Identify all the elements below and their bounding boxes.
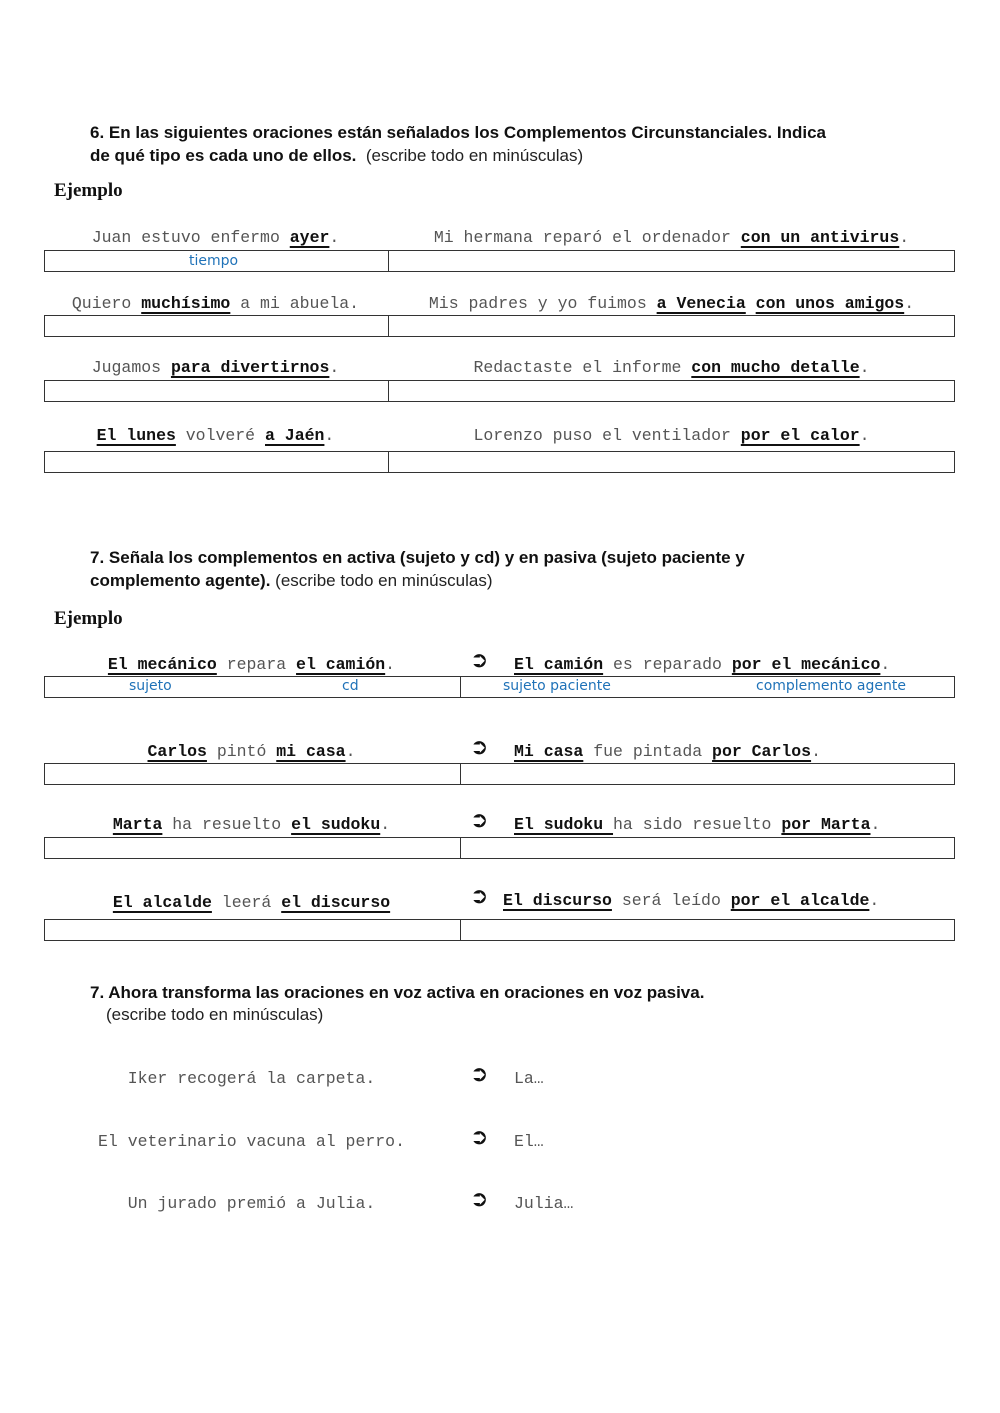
exercise-6-heading-line1: 6. En las siguientes oraciones están señalados los Complementos Circunstanciales. Indica xyxy=(90,123,826,142)
ex7-passive-sentence-3 xyxy=(514,815,880,834)
circumstantial-complement: a Jaén xyxy=(265,426,325,445)
ex6-sentence-4-right xyxy=(388,426,955,445)
ex6-answer-row-2 xyxy=(44,315,955,337)
exercise-6-heading-line2: de qué tipo es cada uno de ellos. xyxy=(90,146,357,165)
ex7b-active-sentence-1: Iker recogerá la carpeta. xyxy=(127,1069,376,1088)
exercise-6-note: (escribe todo en minúsculas) xyxy=(365,146,584,165)
answer-cell xyxy=(460,920,954,940)
sentence-text: Jugamos xyxy=(91,358,171,377)
sentence-text: volveré xyxy=(175,426,265,445)
exercise-7-example-label: Ejemplo xyxy=(54,608,123,629)
answer-input[interactable] xyxy=(45,838,460,858)
answer-input[interactable] xyxy=(389,452,954,472)
ex7b-active-sentence-2: El veterinario vacuna al perro. xyxy=(98,1132,405,1151)
sentence-text: Lorenzo puso el ventilador xyxy=(473,426,741,445)
highlighted-complement: por Carlos xyxy=(712,742,812,761)
answer-input[interactable] xyxy=(45,920,460,940)
sentence-text: . xyxy=(380,815,391,834)
exercise-7b-heading-line1: 7. Ahora transforma las oraciones en voz activa en oraciones en voz pasiva. xyxy=(90,983,705,1002)
circumstantial-complement: por el calor xyxy=(740,426,860,445)
ex6-sentence-3-right xyxy=(388,358,955,377)
circumstantial-complement: con unos amigos xyxy=(755,294,905,313)
answer-cell xyxy=(45,316,388,336)
highlighted-complement: Marta xyxy=(112,815,163,834)
arrow-icon: ➲ xyxy=(470,808,489,833)
sentence-text: . xyxy=(329,358,340,377)
sentence-text: . xyxy=(899,228,910,247)
highlighted-complement: el sudoku xyxy=(291,815,381,834)
circumstantial-complement: muchísimo xyxy=(141,294,231,313)
answer-cell xyxy=(45,381,388,401)
hint-subject: sujeto xyxy=(129,678,172,694)
answer-cell xyxy=(460,838,954,858)
ex6-answer-row-1 xyxy=(44,250,955,272)
answer-input[interactable] xyxy=(389,316,954,336)
exercise-7b-note-text: (escribe todo en minúsculas) xyxy=(106,1005,324,1024)
sentence-text: es reparado xyxy=(603,655,732,674)
ex7-active-sentence-3 xyxy=(44,815,459,834)
sentence-text: . xyxy=(811,742,821,761)
answer-cell xyxy=(45,452,388,472)
answer-cell xyxy=(45,764,460,784)
ex7b-active-sentence-3: Un jurado premió a Julia. xyxy=(127,1194,376,1213)
sentence-text: . xyxy=(859,358,870,377)
sentence-text: ha sido resuelto xyxy=(613,815,782,834)
circumstantial-complement: con un antivirus xyxy=(740,228,900,247)
arrow-icon: ➲ xyxy=(470,1125,489,1150)
circumstantial-complement: para divertirnos xyxy=(170,358,330,377)
arrow-icon: ➲ xyxy=(470,1062,489,1087)
highlighted-complement: El camión xyxy=(514,655,604,674)
answer-cell xyxy=(460,677,954,697)
answer-input[interactable] xyxy=(461,920,954,940)
highlighted-complement: Carlos xyxy=(147,742,207,761)
ex7-answer-row-2 xyxy=(44,763,955,785)
ex7-active-sentence-4 xyxy=(44,893,459,912)
sentence-text: Mi hermana reparó el ordenador xyxy=(433,228,741,247)
sentence-text: Redactaste el informe xyxy=(473,358,692,377)
sentence-text: . xyxy=(345,742,356,761)
highlighted-complement: por el mecánico xyxy=(731,655,881,674)
ex7-answer-row-1 xyxy=(44,676,955,698)
sentence-text: Juan estuvo enfermo xyxy=(91,228,290,247)
answer-input[interactable] xyxy=(461,838,954,858)
answer-input[interactable] xyxy=(45,251,388,271)
answer-cell xyxy=(388,452,954,472)
circumstantial-complement: El lunes xyxy=(96,426,176,445)
answer-cell xyxy=(388,381,954,401)
ex6-answer-row-4 xyxy=(44,451,955,473)
hint-agent-complement: complemento agente xyxy=(756,678,906,694)
sentence-text: . xyxy=(324,426,335,445)
sentence-text: fue pintada xyxy=(583,742,713,761)
ex7b-passive-start-3[interactable]: Julia… xyxy=(514,1194,574,1213)
hint-direct-object: cd xyxy=(342,678,359,694)
exercise-7b-heading xyxy=(90,981,950,1004)
ex6-sentence-2-right xyxy=(388,294,955,313)
answer-cell xyxy=(45,838,460,858)
ex7b-passive-start-1[interactable]: La… xyxy=(514,1069,544,1088)
arrow-icon: ➲ xyxy=(470,648,489,673)
ex7-passive-sentence-1 xyxy=(514,655,890,674)
answer-cell xyxy=(388,316,954,336)
sentence-text: . xyxy=(880,655,891,674)
answer-cell xyxy=(388,251,954,271)
exercise-7b-note xyxy=(106,1003,323,1026)
exercise-6-example-label: Ejemplo xyxy=(54,180,123,201)
answer-input[interactable] xyxy=(45,381,388,401)
answer-input[interactable] xyxy=(45,452,388,472)
ex7-active-sentence-1 xyxy=(44,655,459,674)
ex7-answer-row-4 xyxy=(44,919,955,941)
circumstantial-complement: con mucho detalle xyxy=(691,358,860,377)
sentence-text: . xyxy=(870,815,881,834)
sentence-text: repara xyxy=(216,655,297,674)
sentence-text: ha resuelto xyxy=(162,815,292,834)
sentence-text xyxy=(746,294,756,313)
circumstantial-complement: a Venecia xyxy=(656,294,746,313)
answer-cell xyxy=(45,251,388,271)
answer-input[interactable] xyxy=(389,251,954,271)
ex7b-passive-start-2[interactable]: El… xyxy=(514,1132,544,1151)
exercise-7-note: (escribe todo en minúsculas) xyxy=(275,571,493,590)
ex6-sentence-2-left xyxy=(44,294,387,313)
hint-patient-subject: sujeto paciente xyxy=(503,678,611,694)
highlighted-complement: el discurso xyxy=(281,893,391,912)
sentence-text: leerá xyxy=(211,893,282,912)
circumstantial-complement: ayer xyxy=(289,228,330,247)
sentence-text: será leído xyxy=(611,891,731,910)
highlighted-complement: el camión xyxy=(296,655,386,674)
arrow-icon: ➲ xyxy=(470,735,489,760)
answer-cell xyxy=(45,677,460,697)
answer-cell xyxy=(45,920,460,940)
highlighted-complement: El mecánico xyxy=(107,655,217,674)
highlighted-complement: por Marta xyxy=(781,815,871,834)
answer-input[interactable] xyxy=(389,381,954,401)
answer-input[interactable] xyxy=(45,764,460,784)
ex7-passive-sentence-4 xyxy=(503,891,879,910)
ex6-sentence-1-left xyxy=(44,228,387,247)
arrow-icon: ➲ xyxy=(470,884,489,909)
ex6-answer-row-3 xyxy=(44,380,955,402)
exercise-7-heading-line1: 7. Señala los complementos en activa (sujeto y cd) y en pasiva (sujeto paciente y xyxy=(90,548,745,567)
ex6-sentence-1-right xyxy=(388,228,955,247)
highlighted-complement: Mi casa xyxy=(514,742,584,761)
ex7-active-sentence-2 xyxy=(44,742,459,761)
highlighted-complement: El alcalde xyxy=(112,893,212,912)
sentence-text: . xyxy=(859,426,870,445)
highlighted-complement: El discurso xyxy=(503,891,612,910)
exercise-6-heading xyxy=(90,121,930,167)
answer-input[interactable] xyxy=(461,764,954,784)
sentence-text: . xyxy=(869,891,880,910)
highlighted-complement: mi casa xyxy=(276,742,346,761)
highlighted-complement: El sudoku xyxy=(514,815,614,834)
sentence-text: pintó xyxy=(206,742,277,761)
answer-cell xyxy=(460,764,954,784)
exercise-7-heading-line2: complemento agente). xyxy=(90,571,271,590)
answer-input[interactable] xyxy=(45,316,388,336)
highlighted-complement: por el alcalde xyxy=(730,891,870,910)
sentence-text: Quiero xyxy=(71,294,142,313)
arrow-icon: ➲ xyxy=(470,1187,489,1212)
ex7-passive-sentence-2 xyxy=(514,742,821,761)
exercise-7-heading xyxy=(90,546,930,592)
ex6-sentence-3-left xyxy=(44,358,387,377)
ex7-answer-row-3 xyxy=(44,837,955,859)
sentence-text: . xyxy=(904,294,915,313)
sentence-text: a mi abuela. xyxy=(230,294,360,313)
ex6-sentence-4-left xyxy=(44,426,387,445)
sentence-text: Mis padres y yo fuimos xyxy=(428,294,657,313)
sentence-text: . xyxy=(329,228,340,247)
sentence-text: . xyxy=(385,655,396,674)
